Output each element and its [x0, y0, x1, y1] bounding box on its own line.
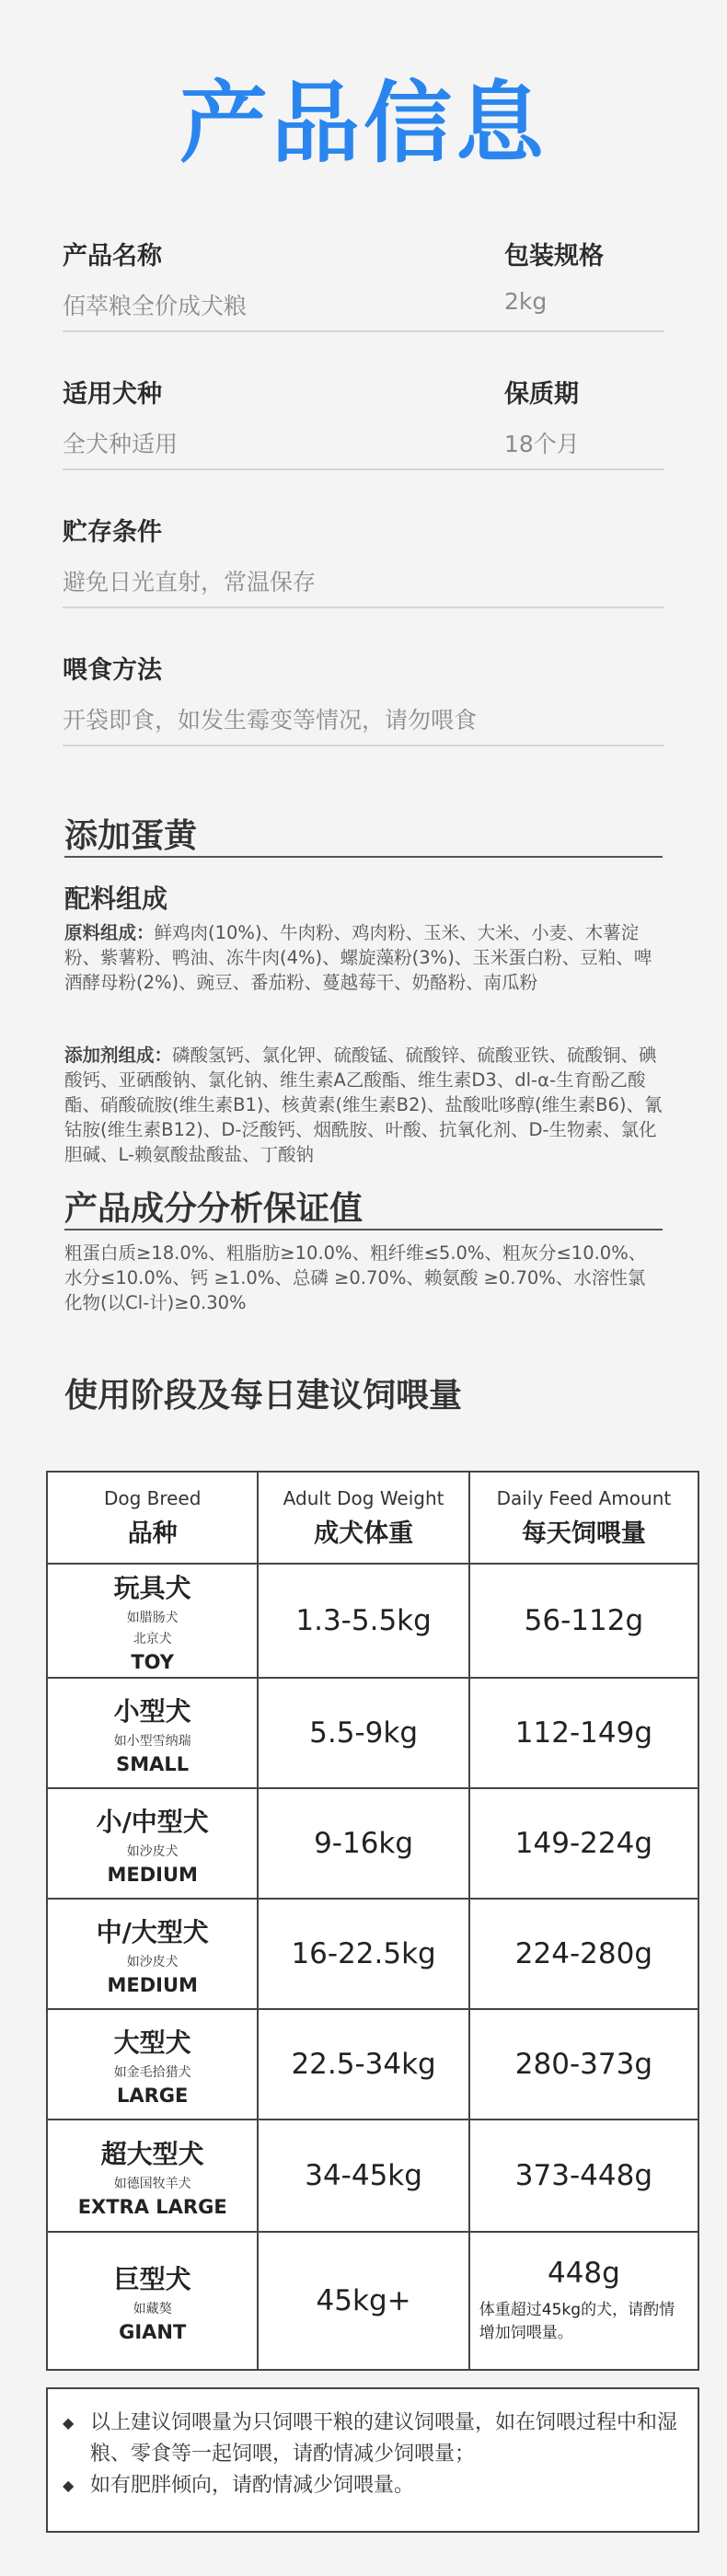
weight-cell: 34-45kg	[258, 2120, 468, 2232]
feeding-value: 开袋即食，如发生霉变等情况，请勿喂食	[63, 707, 478, 734]
info-row-breed-shelf	[63, 374, 664, 470]
amount-cell: 56-112g	[469, 1564, 698, 1678]
analysis-text: 粗蛋白质≥18.0%、粗脂肪≥10.0%、粗纤维≤5.0%、粗灰分≤10.0%、水分≤10.0%、钙 ≥1.0%、总磷 ≥0.70%、赖氨酸 ≥0.70%、水溶性氯化物(以Cl-计)≥0.30%	[64, 1242, 647, 1313]
table-row	[47, 1564, 698, 1678]
breed-cell: 超大型犬 如德国牧羊犬 EXTRA LARGE	[47, 2120, 258, 2232]
diamond-icon: ◆	[63, 2477, 75, 2494]
info-row-name-package	[63, 236, 664, 332]
weight-cell: 16-22.5kg	[258, 1899, 468, 2009]
section-rule	[64, 856, 663, 858]
info-row-storage	[63, 512, 664, 608]
product-name-label: 产品名称	[63, 242, 162, 271]
amount-note: 体重超过45kg的犬，请酌情增加饲喂量。	[479, 2301, 675, 2342]
table-row	[47, 2232, 698, 2370]
analysis-title: 产品成分分析保证值	[64, 1190, 364, 1228]
table-row	[47, 2009, 698, 2120]
divider	[63, 606, 664, 608]
note-item: ◆ 以上建议饲喂量为只饲喂干粮的建议饲喂量，如在饲喂过程中和湿粮、零食等一起饲喂，请酌情减少饲喂量；	[63, 2408, 679, 2470]
table-row	[47, 1678, 698, 1788]
amount-cell: 280-373g	[469, 2009, 698, 2120]
divider	[63, 330, 664, 332]
breed-cell: 玩具犬 如腊肠犬 北京犬 TOY	[47, 1564, 258, 1678]
raw-text: 鲜鸡肉(10%)、牛肉粉、鸡肉粉、玉米、大米、小麦、木薯淀粉、紫薯粉、鸭油、冻牛肉(4%)、螺旋藻粉(3%)、玉米蛋白粉、豆粕、啤酒酵母粉(2%)、豌豆、番茄粉、蔓越莓干、奶酪粉、南瓜粉	[64, 922, 652, 993]
weight-cell: 1.3-5.5kg	[258, 1564, 468, 1678]
weight-cell: 45kg+	[258, 2232, 468, 2370]
table-row	[47, 2120, 698, 2232]
raw-label: 原料组成：	[64, 922, 155, 943]
product-name-value: 佰萃粮全价成犬粮	[63, 293, 248, 319]
package-value: 2kg	[504, 288, 548, 315]
raw-ingredients	[64, 920, 663, 995]
weight-cell: 5.5-9kg	[258, 1678, 468, 1788]
note-item: ◆ 如有肥胖倾向，请酌情减少饲喂量。	[63, 2470, 679, 2501]
page-title: 产品信息	[179, 72, 548, 175]
shelf-value: 18个月	[504, 431, 580, 457]
storage-value: 避免日光直射，常温保存	[63, 569, 317, 595]
additive-ingredients	[64, 1043, 663, 1167]
amount-cell: 149-224g	[469, 1788, 698, 1899]
table-header-row	[47, 1472, 698, 1564]
weight-cell: 9-16kg	[258, 1788, 468, 1899]
breed-cell: 小型犬 如小型雪纳瑞 SMALL	[47, 1678, 258, 1788]
amount-cell: 373-448g	[469, 2120, 698, 2232]
section-rule	[64, 1229, 663, 1230]
breed-cell: 大型犬 如金毛拾猎犬 LARGE	[47, 2009, 258, 2120]
table-row	[47, 1788, 698, 1899]
additive-text: 磷酸氢钙、氯化钾、硫酸锰、硫酸锌、硫酸亚铁、硫酸铜、碘酸钙、亚硒酸钠、氯化钠、维生素A乙酸酯、维生素D3、dl-α-生育酚乙酸酯、硝酸硫胺(维生素B1)、核黄素(维生素B2)、盐酸吡哆醇(维生素B6)、氰钴胺(维生素B12)、D-泛酸钙、烟酰胺、叶酸、抗氧化剂、D-生物素、氯化胆碱、L-赖氨酸盐酸盐、丁酸钠	[64, 1045, 663, 1165]
table-row	[47, 1899, 698, 2009]
diamond-icon: ◆	[63, 2414, 75, 2432]
amount-cell: 112-149g	[469, 1678, 698, 1788]
divider	[63, 468, 664, 470]
ingredients-subtitle: 配料组成	[64, 884, 168, 914]
divider	[63, 745, 664, 746]
weight-cell: 22.5-34kg	[258, 2009, 468, 2120]
breed-cell: 中/大型犬 如沙皮犬 MEDIUM	[47, 1899, 258, 2009]
storage-label: 贮存条件	[63, 518, 162, 547]
breed-value: 全犬种适用	[63, 431, 179, 457]
amount-cell: 448g 体重超过45kg的犬，请酌情增加饲喂量。	[469, 2232, 698, 2370]
feeding-table-title: 使用阶段及每日建议饲喂量	[64, 1377, 463, 1415]
package-label: 包装规格	[504, 242, 604, 271]
feeding-notes	[46, 2387, 699, 2533]
breed-cell: 小/中型犬 如沙皮犬 MEDIUM	[47, 1788, 258, 1899]
additive-label: 添加剂组成：	[64, 1045, 173, 1066]
amount-cell: 224-280g	[469, 1899, 698, 2009]
ingredients-section-title: 添加蛋黄	[64, 817, 198, 855]
info-row-feeding	[63, 650, 664, 746]
header-cell-breed: Dog Breed 品种	[47, 1472, 258, 1564]
breed-cell: 巨型犬 如藏獒 GIANT	[47, 2232, 258, 2370]
header-cell-weight: Adult Dog Weight 成犬体重	[258, 1472, 468, 1564]
header-cell-amount: Daily Feed Amount 每天饲喂量	[469, 1472, 698, 1564]
feeding-table	[46, 1471, 699, 2371]
shelf-label: 保质期	[504, 380, 579, 409]
feeding-label: 喂食方法	[63, 656, 162, 685]
breed-label: 适用犬种	[63, 380, 162, 409]
